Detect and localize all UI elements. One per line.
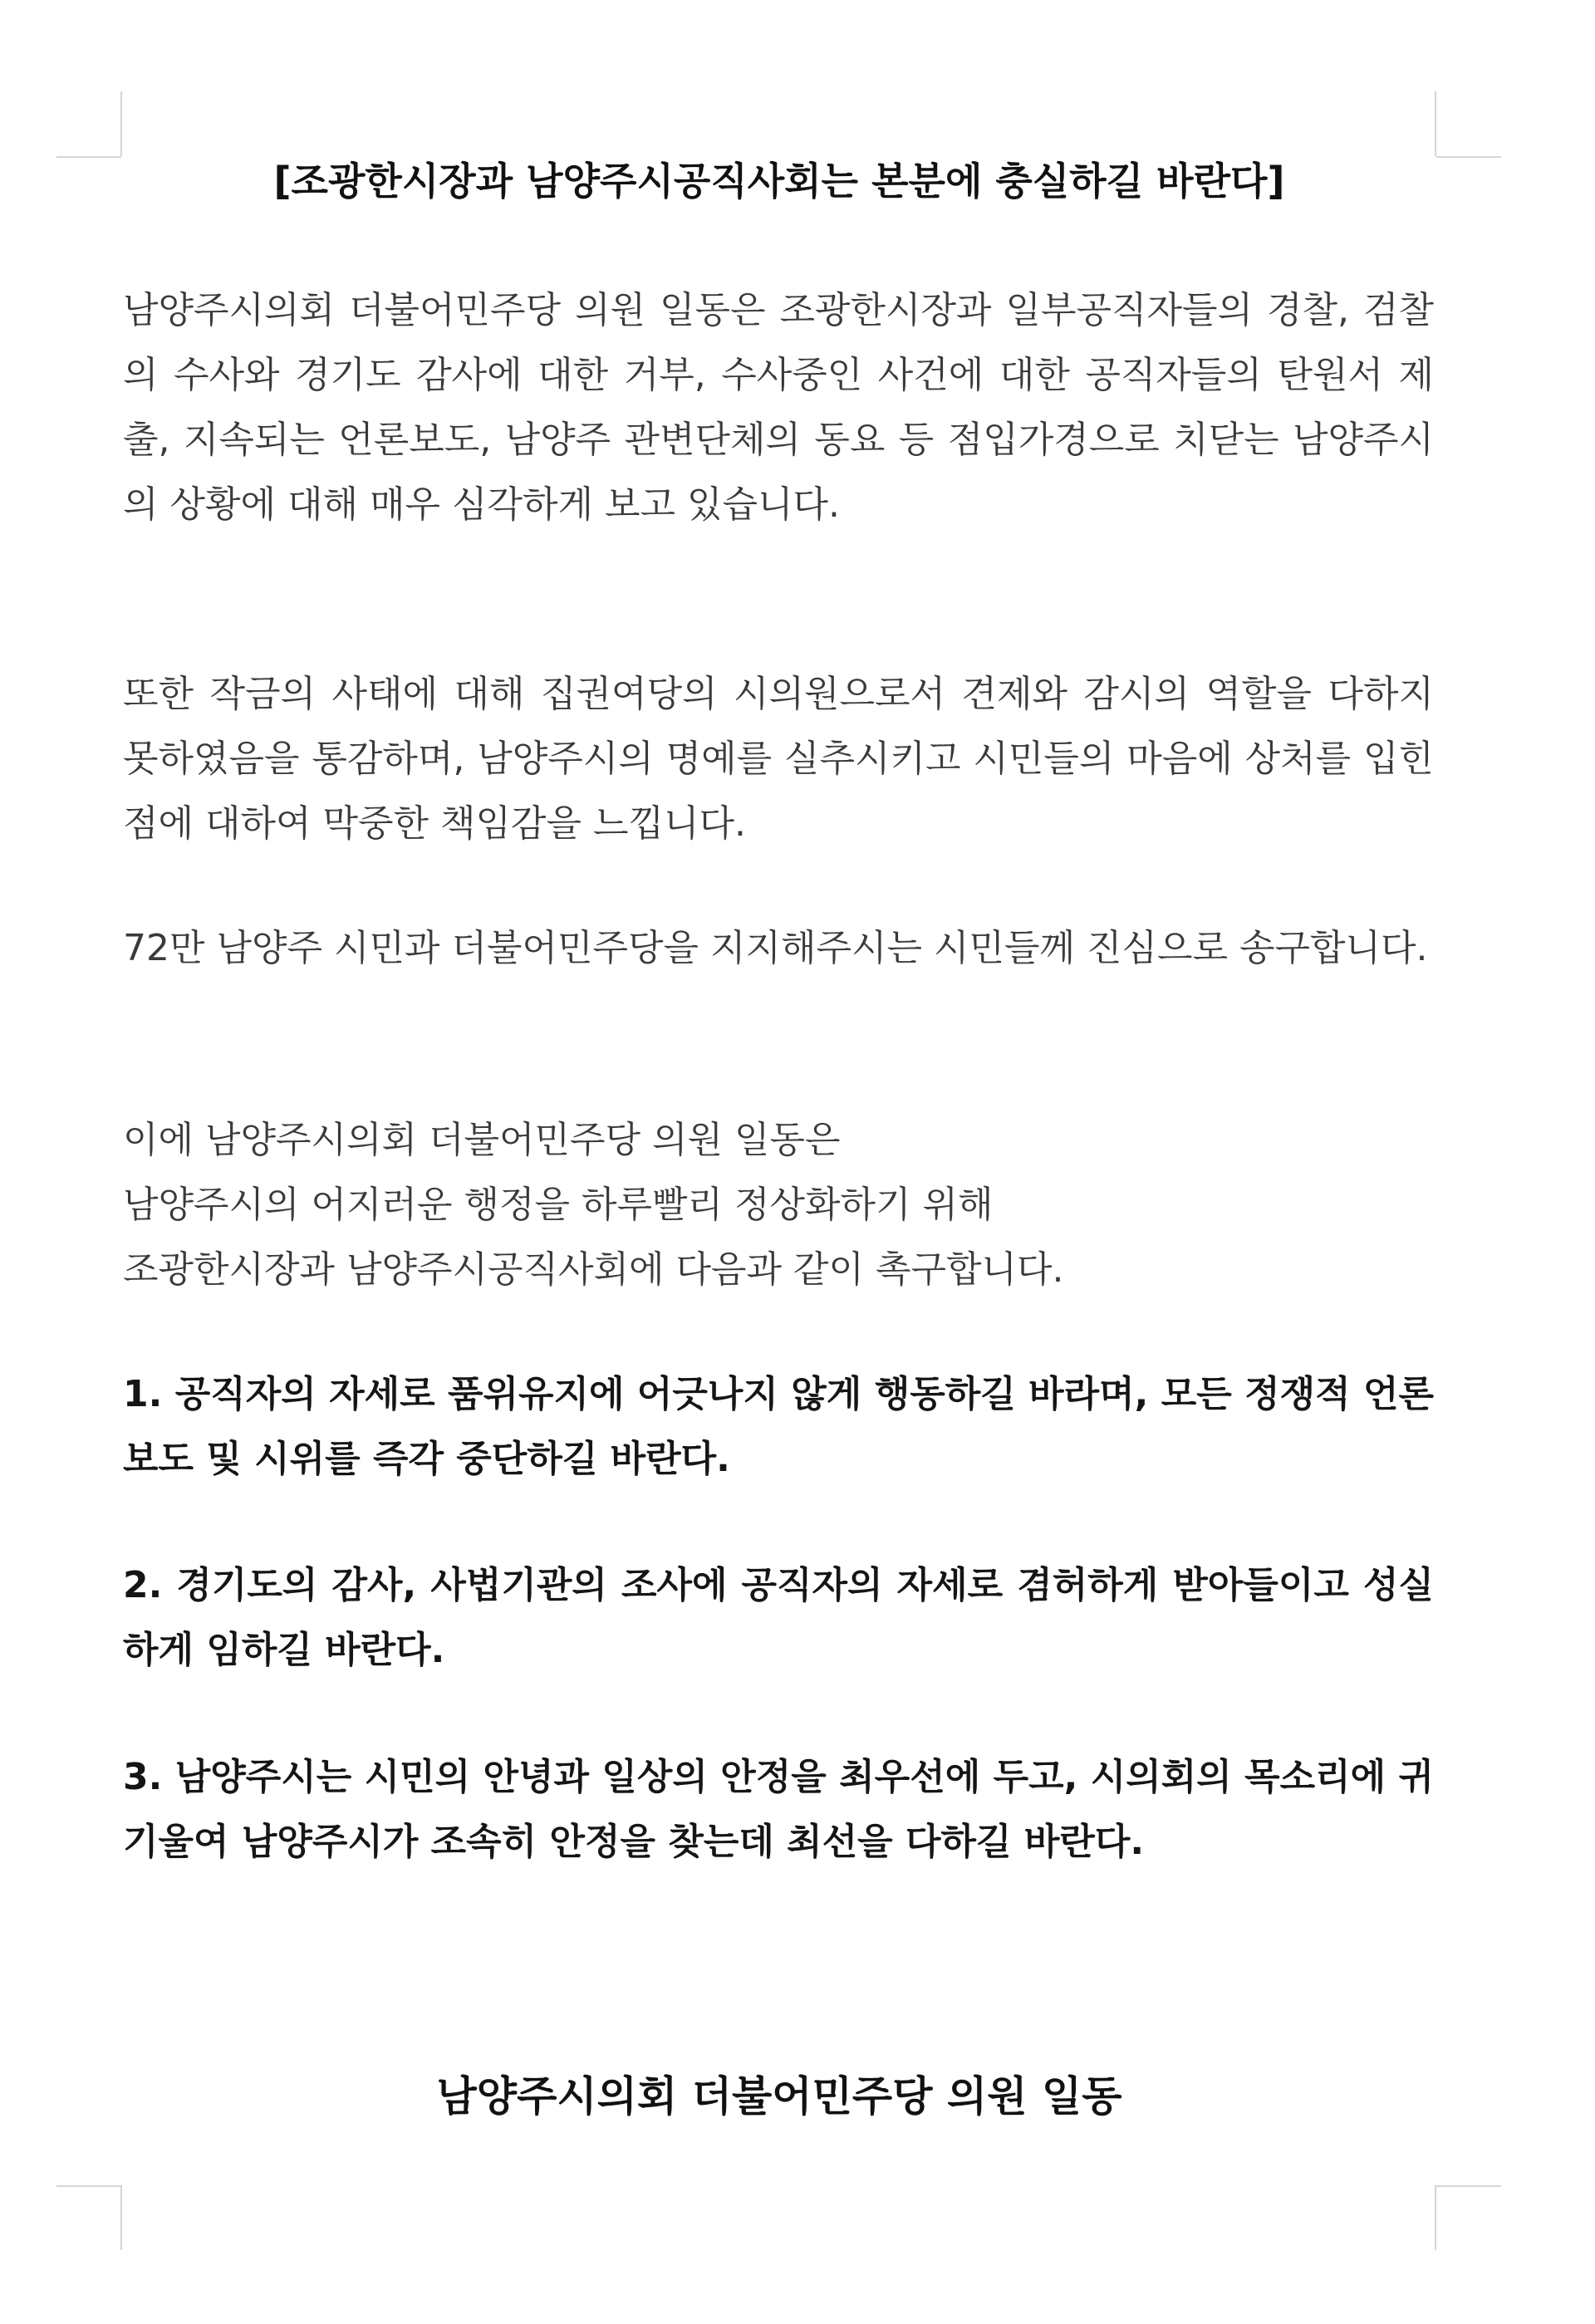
demand-item-2: 2. 경기도의 감사, 사법기관의 조사에 공직자의 자세로 겸허하게 받아들이고 성실하게 임하길 바란다. xyxy=(123,1564,1434,1671)
crop-mark-bottom-left xyxy=(120,2185,122,2250)
demand-item-3: 3. 남양주시는 시민의 안녕과 일상의 안정을 최우선에 두고, 시의회의 목소리에 귀 기울여 남양주시가 조속히 안정을 찾는데 최선을 다하길 바란다. xyxy=(123,1756,1434,1863)
paragraph-apology: 72만 남양주 시민과 더불어민주당을 지지해주시는 시민들께 진심으로 송구합니다. xyxy=(123,927,1428,969)
signature: 남양주시의회 더불어민주당 의원 일동 xyxy=(436,2072,1122,2121)
intro-line: 조광한시장과 남양주시공직사회에 다음과 같이 촉구합니다. xyxy=(123,1248,1064,1291)
crop-mark-top-right xyxy=(1435,91,1436,156)
crop-mark-bottom-right xyxy=(1435,2185,1436,2250)
intro-line: 남양주시의 어지러운 행정을 하루빨리 정상화하기 위해 xyxy=(123,1184,994,1226)
crop-mark-bottom-left xyxy=(56,2185,121,2187)
crop-mark-bottom-right xyxy=(1436,2185,1501,2187)
document-title: [조광한시장과 남양주시공직사회는 본분에 충실하길 바란다] xyxy=(273,159,1285,203)
crop-mark-top-right xyxy=(1436,156,1501,158)
crop-mark-top-left xyxy=(120,91,122,156)
paragraph-intro xyxy=(123,1108,1434,1302)
intro-line: 이에 남양주시의회 더불어민주당 의원 일동은 xyxy=(123,1119,841,1161)
crop-mark-top-left xyxy=(56,156,121,158)
paragraph-responsibility: 또한 작금의 사태에 대해 집권여당의 시의원으로서 견제와 감시의 역할을 다하지 못하였음을 통감하며, 남양주시의 명예를 실추시키고 시민들의 마음에 상처를 입힌 점에 대하여 막중한 책임감을 느낍니다. xyxy=(123,673,1434,845)
paragraph-situation: 남양주시의회 더불어민주당 의원 일동은 조광한시장과 일부공직자들의 경찰, 검찰의 수사와 경기도 감사에 대한 거부, 수사중인 사건에 대한 공직자들의 탄원서 제출, 지속되는 언론보도, 남양주 관변단체의 동요 등 점입가경으로 치닫는 남양주시의 상황에 대해 매우 심각하게 보고 있습니다. xyxy=(123,289,1434,526)
demand-item-1: 1. 공직자의 자세로 품위유지에 어긋나지 않게 행동하길 바라며, 모든 정쟁적 언론보도 및 시위를 즉각 중단하길 바란다. xyxy=(123,1373,1434,1480)
